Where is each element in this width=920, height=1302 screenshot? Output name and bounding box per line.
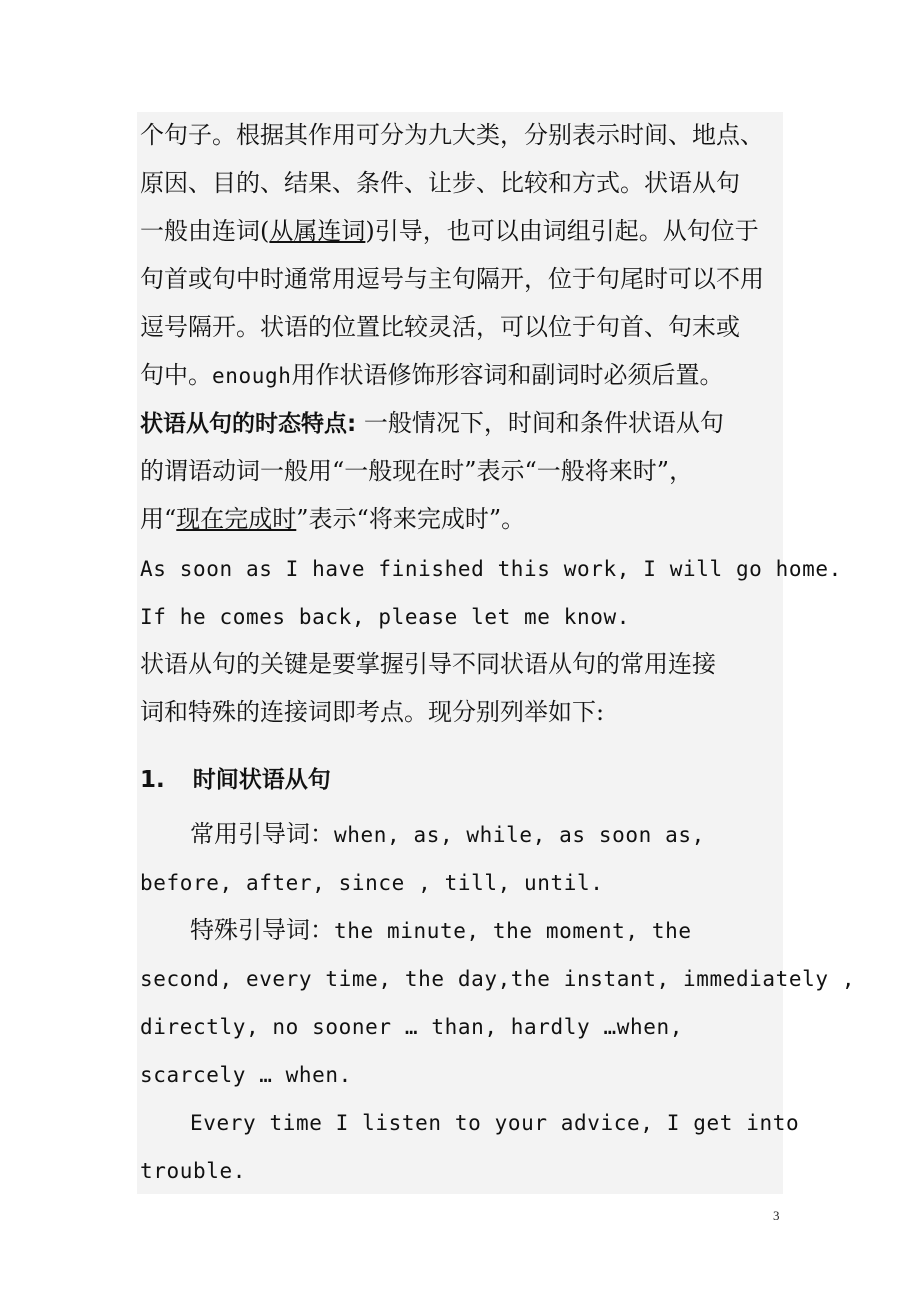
time-clause-example-line-1: Every time I listen to your advice, I get into	[190, 1111, 800, 1135]
present-perfect-link[interactable]: 现在完成时	[176, 505, 297, 533]
text-segment: 用“	[140, 505, 177, 533]
text-segment: 句中。	[140, 361, 212, 389]
subordinating-conjunction-link[interactable]: 从属连词	[269, 217, 366, 245]
text-segment: )引导，也可以由词组引起。从句位于	[365, 217, 759, 245]
key-line-2: 词和特殊的连接词即考点。现分别列举如下:	[140, 698, 605, 726]
special-connectors-list: the minute, the moment, the	[334, 919, 692, 943]
text-segment: 一般由连词(	[140, 217, 270, 245]
paragraph-line-2: 原因、目的、结果、条件、让步、比较和方式。状语从句	[140, 169, 740, 197]
section-title: 时间状语从句	[192, 767, 331, 793]
common-connectors-line-2: before, after, since , till, until.	[140, 871, 604, 895]
time-clause-example-line-2: trouble.	[140, 1159, 246, 1183]
special-connectors-line-3: directly, no sooner … than, hardly …when,	[140, 1015, 683, 1039]
special-connectors-line-4: scarcely … when.	[140, 1063, 352, 1087]
common-connectors-label: 常用引导词：	[190, 820, 334, 848]
common-connectors-line-1	[190, 819, 705, 850]
page-number: 3	[773, 1208, 780, 1223]
section-number: 1.	[140, 767, 165, 793]
paragraph-line-1: 个句子。根据其作用可分为九大类，分别表示时间、地点、	[140, 121, 764, 149]
text-segment: 一般情况下，时间和条件状语从句	[356, 409, 724, 437]
key-line-1: 状语从句的关键是要掌握引导不同状语从句的常用连接	[140, 650, 716, 678]
tense-line-3	[140, 504, 525, 534]
special-connectors-line-1	[190, 915, 692, 946]
paragraph-line-6	[140, 360, 723, 391]
section-heading	[140, 764, 331, 795]
tense-line-1	[140, 408, 724, 439]
tense-heading: 状语从句的时态特点:	[140, 411, 357, 437]
common-connectors-list: when, as, while, as soon as,	[334, 823, 705, 847]
text-segment: 用作状语修饰形容词和副词时必须后置。	[291, 361, 724, 389]
paragraph-line-4: 句首或句中时通常用逗号与主句隔开，位于句尾时可以不用	[140, 265, 764, 293]
example-sentence-2: If he comes back, please let me know.	[140, 605, 630, 629]
paragraph-line-5: 逗号隔开。状语的位置比较灵活，可以位于句首、句末或	[140, 313, 740, 341]
paragraph-line-3	[140, 216, 759, 246]
tense-line-2: 的谓语动词一般用“一般现在时”表示“一般将来时”，	[140, 457, 694, 485]
keyword-enough: enough	[212, 364, 292, 388]
special-connectors-label: 特殊引导词：	[190, 916, 334, 944]
special-connectors-line-2: second, every time, the day,the instant, immediately ,	[140, 967, 856, 991]
text-segment: ”表示“将来完成时”。	[296, 505, 526, 533]
example-sentence-1: As soon as I have finished this work, I will go home.	[140, 557, 842, 581]
